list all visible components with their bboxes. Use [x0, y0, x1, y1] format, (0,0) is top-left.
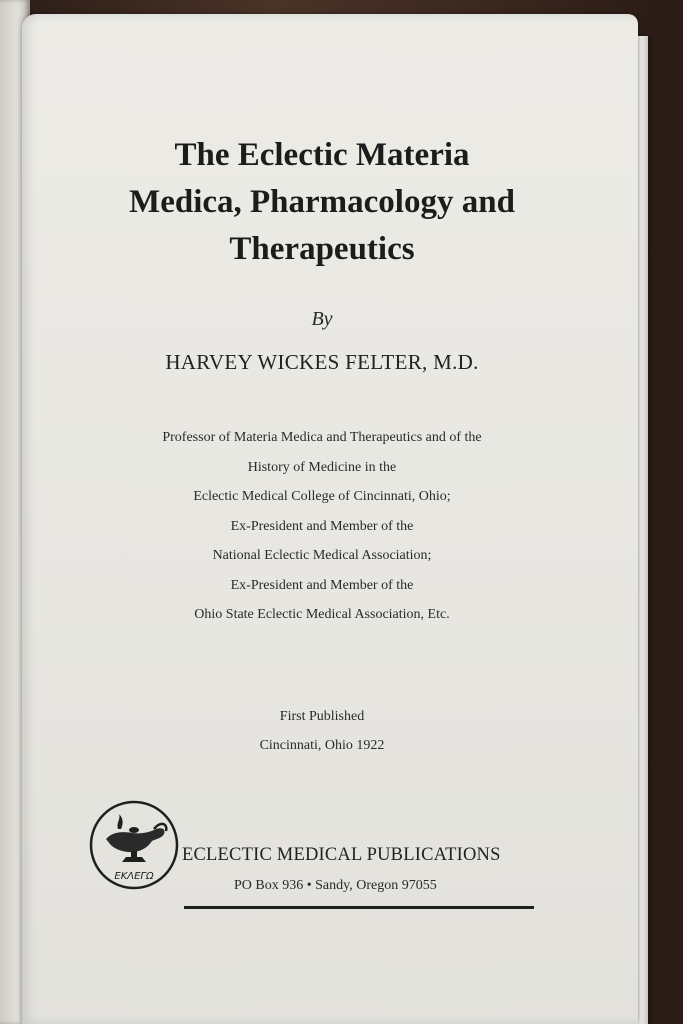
credential-line: History of Medicine in the [247, 459, 397, 475]
oil-lamp-seal-logo [88, 799, 180, 891]
credential-line: National Eclectic Medical Association; [212, 548, 432, 563]
first-published-label: First Published [279, 709, 365, 724]
title-line-2: Medica, Pharmacology and [129, 184, 515, 220]
credential-line: Eclectic Medical College of Cincinnati, Ohio; [193, 489, 451, 504]
author-name: HARVEY WICKES FELTER, M.D. [165, 350, 479, 374]
credential-line: Ex-President and Member of the [230, 518, 414, 534]
publication-place-year: Cincinnati, Ohio 1922 [259, 738, 385, 753]
credential-line: Professor of Materia Medica and Therapeutics and of the [162, 430, 482, 445]
publisher-name: ECLECTIC MEDICAL PUBLICATIONS [182, 845, 501, 865]
by-line: By [311, 308, 333, 330]
title-line-3: Therapeutics [229, 231, 415, 267]
publication-info [22, 702, 622, 760]
book-title [42, 132, 602, 273]
publisher-rule [184, 906, 534, 909]
credential-line: Ex-President and Member of the [230, 577, 414, 593]
credential-line: Ohio State Eclectic Medical Association, Etc. [194, 607, 450, 622]
author-credentials [22, 423, 622, 630]
title-page [22, 14, 638, 1024]
title-line-1: The Eclectic Materia [174, 137, 470, 173]
publisher-address: PO Box 936 • Sandy, Oregon 97055 [234, 878, 437, 893]
seal-lettering: ΕΚΛΕΓΩ [114, 871, 154, 882]
